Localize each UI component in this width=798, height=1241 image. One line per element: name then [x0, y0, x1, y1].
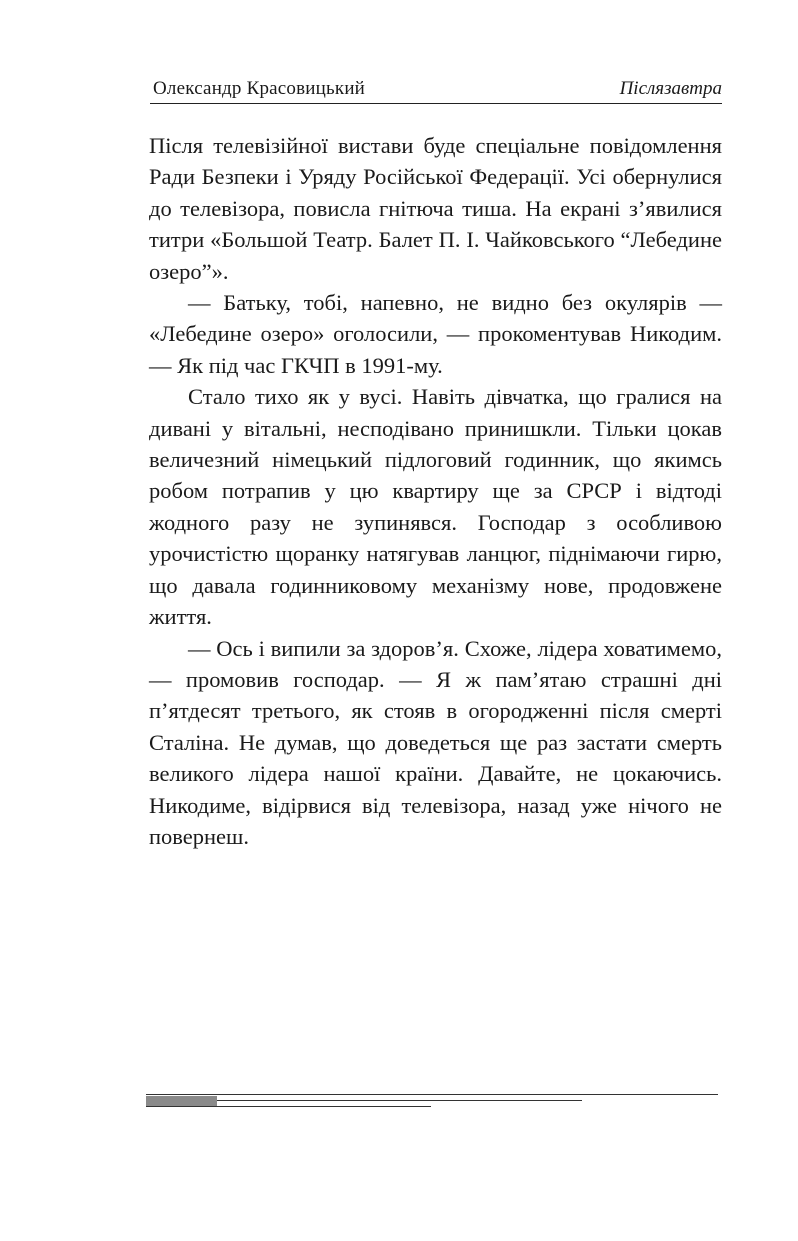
paragraph-2: — Батьку, тобі, напевно, не видно без окулярів — «Лебедине озеро» оголосили, — прокоментував Никодим. — Як під час ГКЧП в 1991-му.: [149, 290, 722, 378]
header-rule: [150, 103, 722, 104]
header-author: Олександр Красовицький: [153, 78, 366, 99]
footer-rule-long: [146, 1094, 718, 1095]
footer-rule-middle: [217, 1100, 582, 1101]
running-header: [150, 76, 722, 102]
paragraph-4: — Ось і випили за здоров’я. Схоже, лідера ховатимемо, — промовив господар. — Я ж пам’ятаю страшні дні п’ятдесят третього, як стояв в огородженні після смерті Сталіна. Не думав, що доведеться ще раз застати смерть великого лідера нашої країни. Давайте, не цокаючись. Никодиме, відірвися від телевізора, назад уже нічого не повернеш.: [149, 635, 722, 849]
paragraph-1: Після телевізійної вистави буде спеціальне повідомлення Ради Безпеки і Уряду Російської Федерації. Усі обернулися до телевізора, повисла гнітюча тиша. На екрані з’явилися титри «Большой Театр. Балет П. І. Чайковського “Лебедине озеро”».: [149, 133, 722, 284]
footer-rule-short: [146, 1106, 431, 1107]
paragraph-3: Стало тихо як у вусі. Навіть дівчатка, що гралися на дивані у вітальні, несподівано принишкли. Тільки цокав величезний німецький підлоговий годинник, що якимсь робом потрапив у цю квартиру ще за СРСР і відтоді жодного разу не зупинявся. Господар з особливою урочистістю щоранку натягував ланцюг, піднімаючи гирю, що давала годинниковому механізму нове, продовжене життя.: [149, 384, 722, 630]
body-text: [149, 130, 722, 852]
header-book-title: Післязавтра: [619, 78, 722, 99]
footer-gray-bar: [146, 1096, 217, 1106]
